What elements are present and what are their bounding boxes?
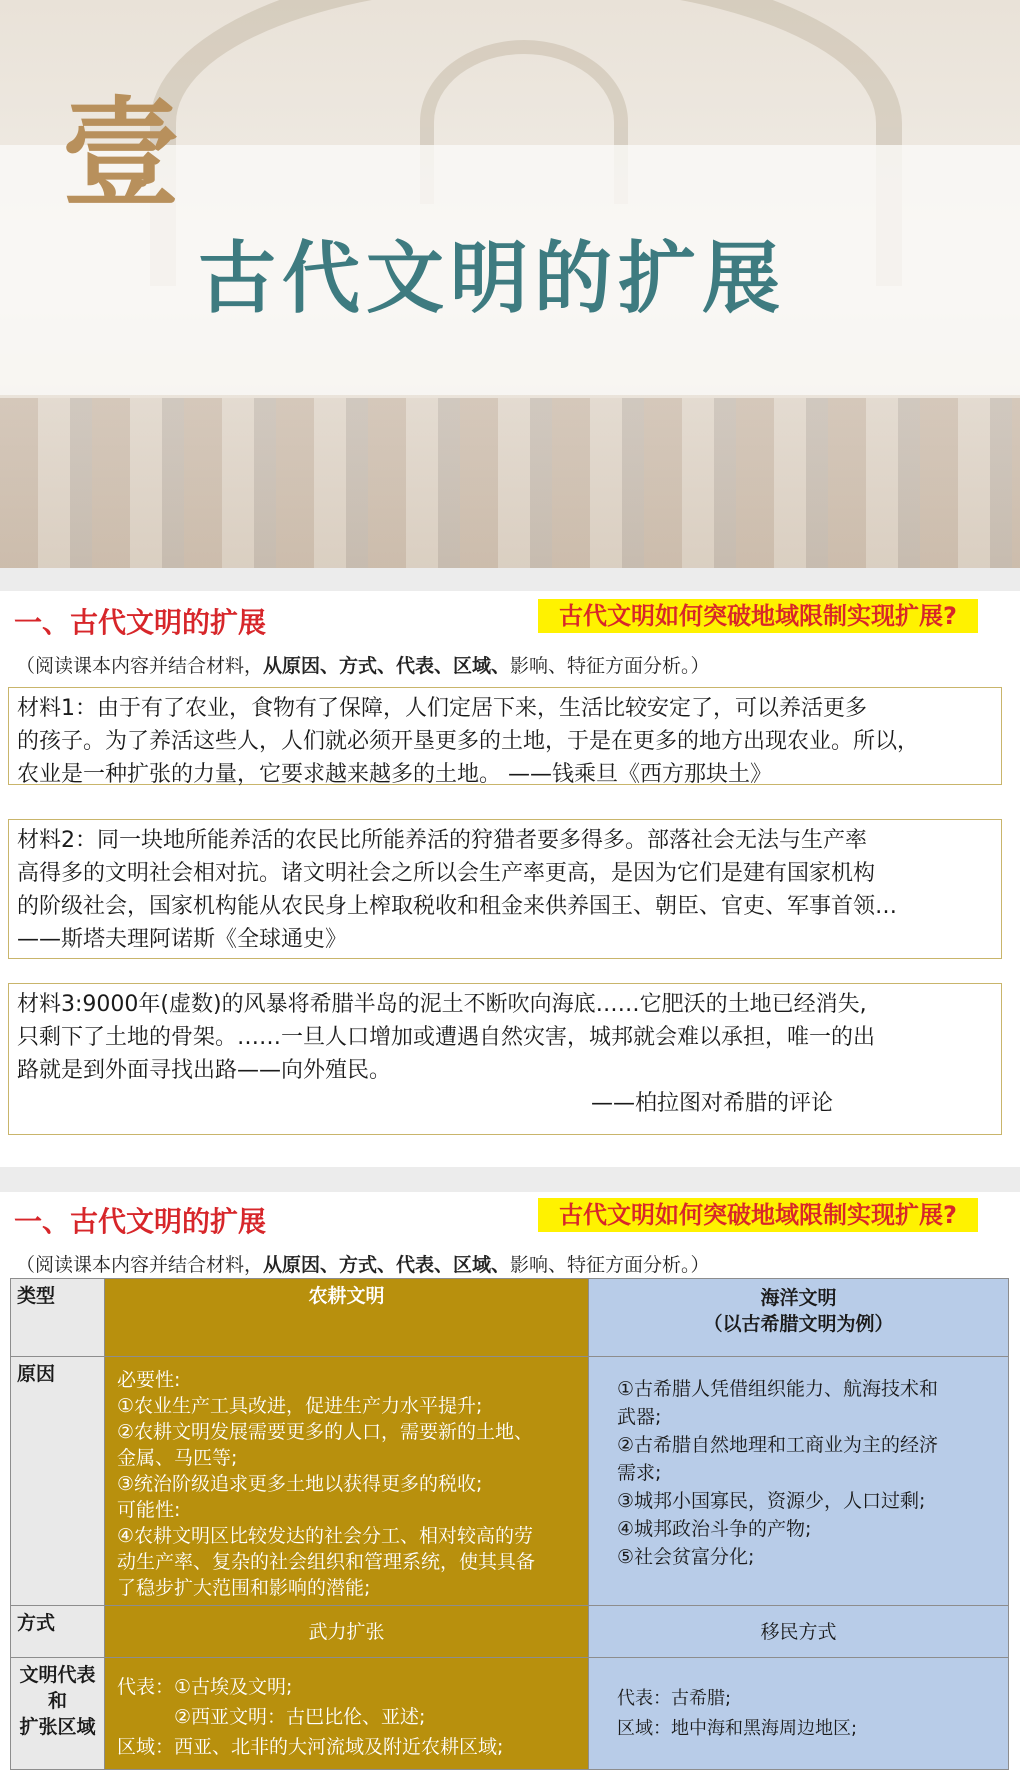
section-title: 一、古代文明的扩展 [14,1205,267,1238]
comparison-slide [0,1192,1020,1776]
material-line: 只剩下了土地的骨架。……一旦人口增加或遭遇自然灾害，城邦就会难以承担，唯一的出 [17,1025,876,1050]
section-note: （阅读课本内容并结合材料，从原因、方式、代表、区域、影响、特征方面分析。） [16,1254,710,1276]
material-line: 的阶级社会，国家机构能从农民身上榨取税收和租金来供养国王、朝臣、官吏、军事首领… [17,894,898,919]
header-maritime: 海洋文明 （以古希腊文明为例） [589,1279,1009,1357]
section-question: 古代文明如何突破地域限制实现扩展? [538,599,978,633]
row-label-representative: 文明代表 和 扩张区域 [11,1658,105,1770]
comparison-table [10,1278,1009,1770]
section-note: （阅读课本内容并结合材料，从原因、方式、代表、区域、影响、特征方面分析。） [16,655,710,677]
table-header-row [11,1279,1009,1357]
material-line: 高得多的文明社会相对抗。诸文明社会之所以会生产率更高，是因为它们是建有国家机构 [17,861,876,886]
cell-sea-method: 移民方式 [589,1606,1009,1658]
row-label-method: 方式 [11,1606,105,1658]
materials-slide [0,591,1020,1167]
material-line: 路就是到外面寻找出路——向外殖民。 [17,1058,392,1083]
header-agricultural: 农耕文明 [105,1279,589,1357]
material-line: 材料1：由于有了农业，食物有了保障，人们定居下来，生活比较安定了，可以养活更多 [17,696,867,721]
slide-main-title: 古代文明的扩展 [198,233,787,324]
material-line: 的孩子。为了养活这些人，人们就必须开垦更多的土地，于是在更多的地方出现农业。所以， [17,729,920,754]
chapter-number: 壹 [62,84,181,223]
section-title: 一、古代文明的扩展 [14,606,267,639]
background-fresco-figures [0,398,1020,568]
row-label-cause: 原因 [11,1357,105,1606]
section-question: 古代文明如何突破地域限制实现扩展? [538,1198,978,1232]
material-line: 材料3:9000年(虚数)的风暴将希腊半岛的泥土不断吹向海底……它肥沃的土地已经消失, [17,992,867,1017]
material-line: ——斯塔夫理阿诺斯《全球通史》 [17,927,348,952]
material-line: 材料2：同一块地所能养活的农民比所能养活的狩猎者要多得多。部落社会无法与生产率 [17,828,867,853]
table-row-representative [11,1658,1009,1770]
material-3-box [8,983,1002,1135]
table-row-cause [11,1357,1009,1606]
cell-agri-cause: 必要性: ①农业生产工具改进，促进生产力水平提升; ②农耕文明发展需要更多的人口，需要新的土地、 金属、马匹等; ③统治阶级追求更多土地以获得更多的税收; 可能性: ④农耕文明区比较发达的社会分工、相对较高的劳 动生产率、复杂的社会组织和管理系统，使其具备 了稳步扩大范围和影响的潜能; [105,1357,589,1606]
material-line: 农业是一种扩张的力量，它要求越来越多的土地。 ——钱乘旦《西方那块土》 [17,762,772,787]
material-1-box [8,687,1002,785]
cell-agri-method: 武力扩张 [105,1606,589,1658]
material-2-box [8,819,1002,959]
table-row-method [11,1606,1009,1658]
title-slide [0,0,1020,568]
header-type: 类型 [11,1279,105,1357]
cell-sea-cause: ①古希腊人凭借组织能力、航海技术和 武器; ②古希腊自然地理和工商业为主的经济 需求; ③城邦小国寡民，资源少，人口过剩; ④城邦政治斗争的产物; ⑤社会贫富分化; [589,1357,1009,1606]
cell-agri-representative: 代表：①古埃及文明; ②西亚文明：古巴比伦、亚述; 区域：西亚、北非的大河流域及附近农耕区域; [105,1658,589,1770]
cell-sea-representative: 代表：古希腊; 区域：地中海和黑海周边地区; [589,1658,1009,1770]
material-signature: ——柏拉图对希腊的评论 [590,1091,833,1116]
